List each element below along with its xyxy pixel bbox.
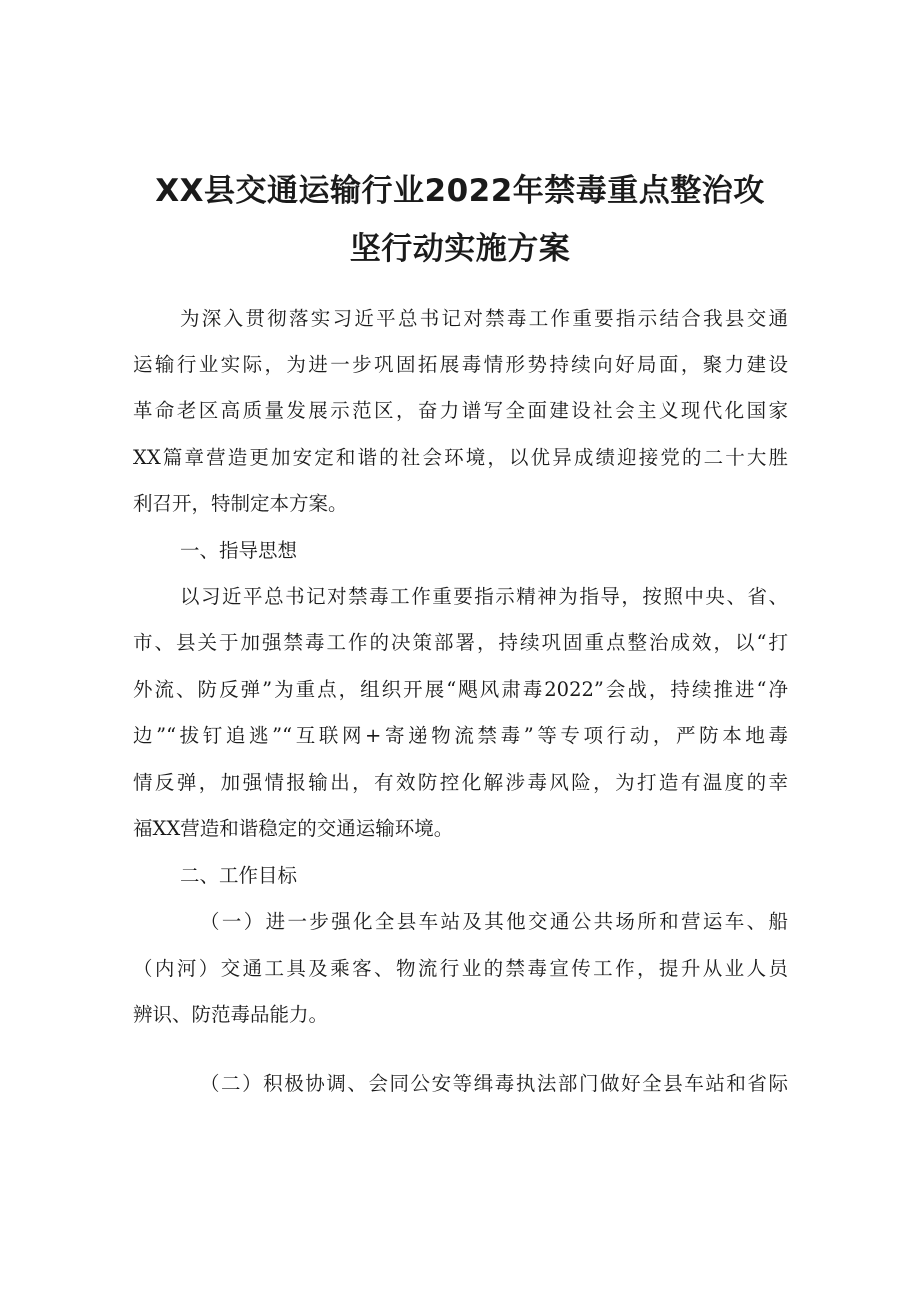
- intro-line-1: 为深入贯彻落实习近平总书记对禁毒工作重要指示结合我县交通: [180, 307, 788, 330]
- item-2-line-1: （二）积极协调、会同公安等缉毒执法部门做好全县车站和省际: [200, 1072, 788, 1095]
- intro-line-5: 利召开，特制定本方案。: [133, 492, 348, 515]
- intro-line-4: XX篇章营造更加安定和谐的社会环境，以优异成绩迎接党的二十大胜: [133, 446, 788, 469]
- section-1-line-4: 边”“拔钉追逃”“互联网+寄递物流禁毒”等专项行动，严防本地毒: [133, 724, 788, 747]
- section-1-heading: 一、指导思想: [180, 539, 298, 562]
- section-2-heading: 二、工作目标: [180, 864, 298, 887]
- intro-line-2: 运输行业实际，为进一步巩固拓展毒情形势持续向好局面，聚力建设: [133, 353, 788, 376]
- document-title-line-1: XX县交通运输行业2022年禁毒重点整治攻: [155, 173, 765, 209]
- item-1-line-3: 辨识、防范毒品能力。: [133, 1003, 329, 1026]
- section-1-line-1: 以习近平总书记对禁毒工作重要指示精神为指导，按照中央、省、: [180, 585, 788, 608]
- intro-line-3: 革命老区高质量发展示范区，奋力谱写全面建设社会主义现代化国家: [133, 399, 788, 422]
- item-1-line-1: （一）进一步强化全县车站及其他交通公共场所和营运车、船: [200, 910, 788, 933]
- section-1-line-5: 情反弹，加强情报输出，有效防控化解涉毒风险，为打造有温度的幸: [133, 771, 788, 794]
- item-1-line-2: （内河）交通工具及乘客、物流行业的禁毒宣传工作，提升从业人员: [133, 957, 788, 980]
- section-1-line-6: 福XX营造和谐稳定的交通运输环境。: [133, 817, 454, 840]
- section-1-line-2: 市、县关于加强禁毒工作的决策部署，持续巩固重点整治成效，以“打: [133, 631, 788, 654]
- section-1-line-3: 外流、防反弹”为重点，组织开展“飓风肃毒2022”会战，持续推进“净: [133, 678, 788, 701]
- document-title-line-2: 坚行动实施方案: [349, 231, 571, 267]
